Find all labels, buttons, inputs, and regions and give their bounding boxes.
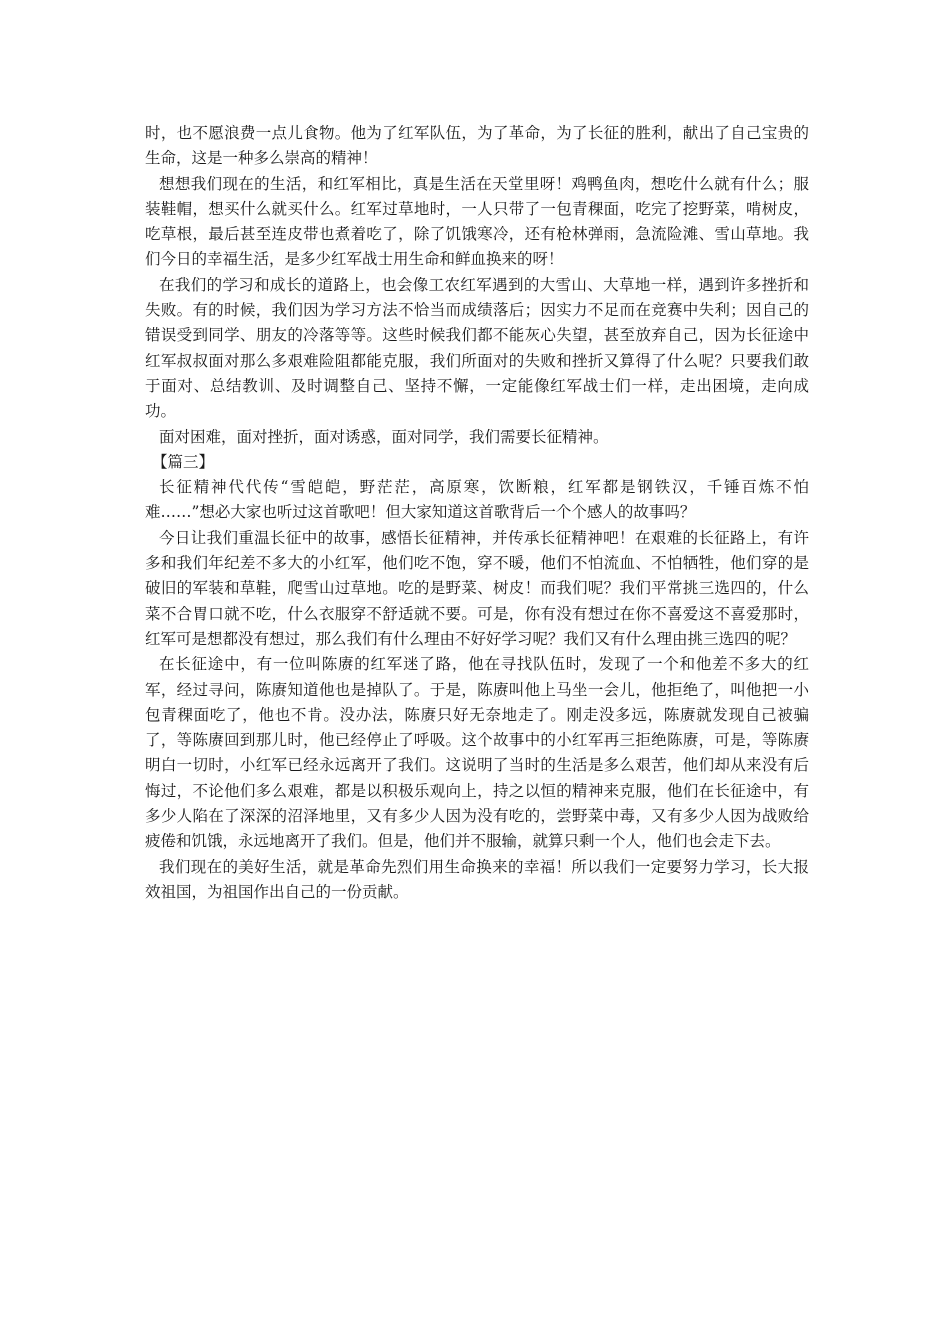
paragraph-chen-geng-story: 在长征途中，有一位叫陈赓的红军迷了路，他在寻找队伍时，发现了一个和他差不多大的红军，经过寻问，陈赓知道他也是掉队了。于是，陈赓叫他上马坐一会儿，他拒绝了，叫他把一小包青稞面吃了，他也不肯。没办法，陈赓只好无奈地走了。刚走没多远，陈赓就发现自己被骗了，等陈赓回到那儿时，他已经停止了呼吸。这个故事中的小红军再三拒绝陈赓，可是，等陈赓明白一切时，小红军已经永远离开了我们。这说明了当时的生活是多么艰苦，他们却从来没有后悔过，不论他们多么艰难，都是以积极乐观向上，持之以恒的精神来克服，他们在长征途中，有多少人陷在了深深的沼泽地里，又有多少人因为没有吃的，尝野菜中毒，又有多少人因为战败给疲倦和饥饿，永远地离开了我们。但是，他们并不服输，就算只剩一个人，他们也会走下去。 — [145, 655, 809, 851]
paragraph-long-march-spirit: 面对困难，面对挫折，面对诱惑，面对同学，我们需要长征精神。 — [159, 427, 609, 446]
paragraph-study-growth: 在我们的学习和成长的道路上，也会像工农红军遇到的大雪山、大草地一样，遇到许多挫折和失败。有的时候，我们因为学习方法不恰当而成绩落后；因实力不足而在竞赛中失利；因自己的错误受到同学、朋友的冷落等等。这些时候我们都不能灰心失望，甚至放弃自己，因为长征途中红军叔叔面对那么多艰难险阻都能克服，我们所面对的失败和挫折又算得了什么呢？只要我们敢于面对、总结教训、及时调整自己、坚持不懈，一定能像红军战士们一样，走出困境，走向成功。 — [145, 275, 809, 421]
section-heading-part-three: 【篇三】 — [152, 452, 215, 471]
paragraph-review-stories: 今日让我们重温长征中的故事，感悟长征精神，并传承长征精神吧！在艰难的长征路上，有许多和我们年纪差不多大的小红军，他们吃不饱，穿不暖，他们不怕流血、不怕牺牲，他们穿的是破旧的军装和草鞋，爬雪山过草地。吃的是野菜、树皮！而我们呢？我们平常挑三选四的，什么菜不合胃口就不吃，什么衣服穿不舒适就不要。可是，你有没有想过在你不喜爱这不喜爱那时，红军可是想都没有想过，那么我们有什么理由不好好学习呢？我们又有什么理由挑三选四的呢？ — [145, 528, 809, 648]
paragraph-conclusion: 我们现在的美好生活，就是革命先烈们用生命换来的幸福！所以我们一定要努力学习，长大报效祖国，为祖国作出自己的一份贡献。 — [145, 857, 809, 901]
paragraph-continuation: 时，也不愿浪费一点儿食物。他为了红军队伍，为了革命，为了长征的胜利，献出了自己宝贵的生命，这是一种多么崇高的精神！ — [145, 124, 809, 168]
document-body — [145, 121, 809, 905]
paragraph-present-life: 想想我们现在的生活，和红军相比，真是生活在天堂里呀！鸡鸭鱼肉，想吃什么就有什么；服装鞋帽，想买什么就买什么。红军过草地时，一人只带了一包青稞面，吃完了挖野菜，啃树皮，吃草根，最后甚至连皮带也煮着吃了，除了饥饿寒冷，还有枪林弹雨，急流险滩、雪山草地。我们今日的幸福生活，是多少红军战士用生命和鲜血换来的呀！ — [145, 174, 809, 269]
paragraph-song-intro: 长征精神代代传“雪皑皑，野茫茫，高原寒，饮断粮，红军都是钢铁汉，千锤百炼不怕难……”想必大家也听过这首歌吧！但大家知道这首歌背后一个个感人的故事吗？ — [145, 478, 809, 522]
